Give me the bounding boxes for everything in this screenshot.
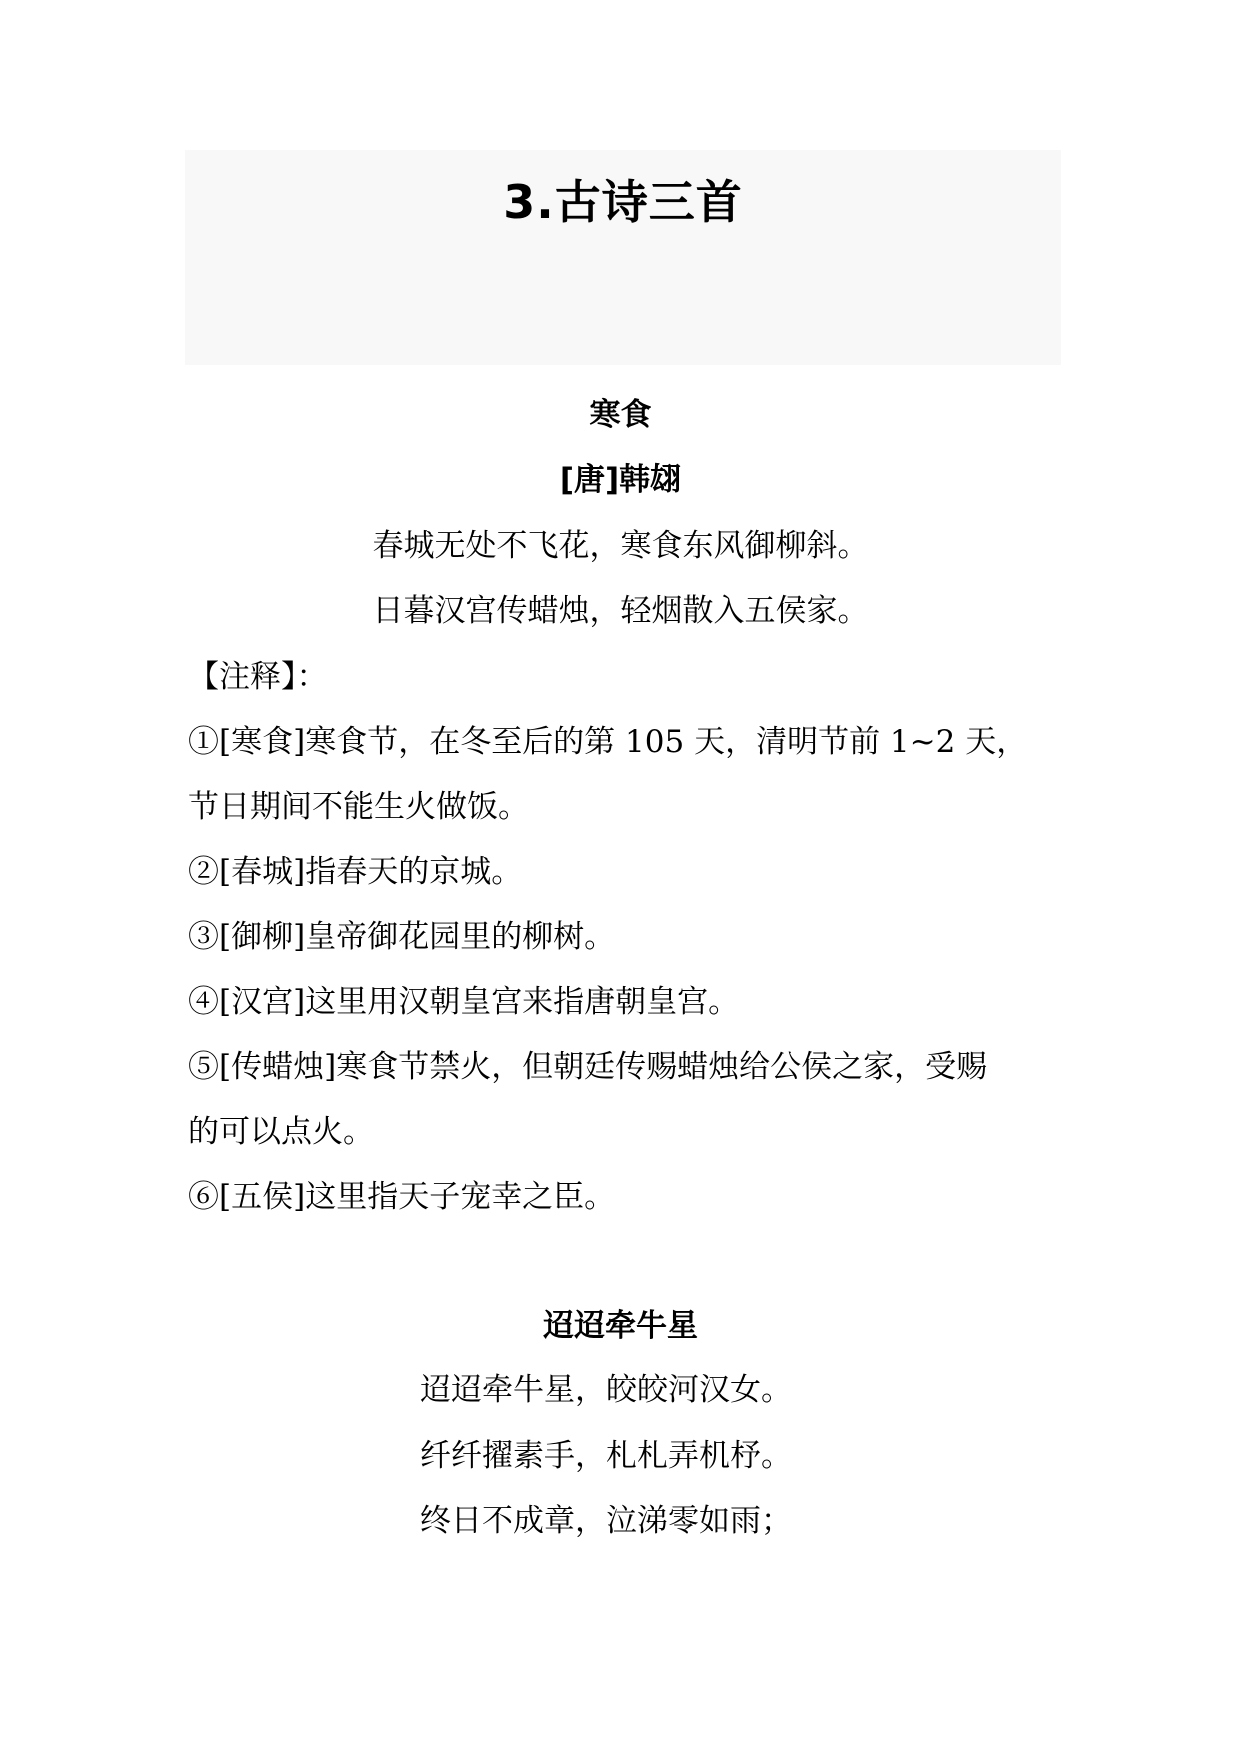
poem1-line-2: 日暮汉宫传蜡烛，轻烟散入五侯家。	[372, 593, 869, 629]
poem2-title: 迢迢牵牛星	[543, 1308, 698, 1344]
note-line-6: ⑤[传蜡烛]寒食节禁火，但朝廷传赐蜡烛给公侯之家，受赐	[188, 1049, 988, 1085]
poem2-line-2: 纤纤擢素手，札札弄机杼。	[420, 1438, 792, 1474]
note-line-1: ①[寒食]寒食节，在冬至后的第 105 天，清明节前 1~2 天，	[188, 724, 1028, 760]
note-line-7: 的可以点火。	[188, 1114, 374, 1150]
poem2-line-1: 迢迢牵牛星，皎皎河汉女。	[420, 1372, 792, 1408]
document-title: 3.古诗三首	[503, 175, 743, 229]
note-line-2: 节日期间不能生火做饭。	[188, 789, 529, 825]
poem1-author: [唐]韩翃	[559, 462, 682, 498]
poem1-title: 寒食	[589, 397, 652, 433]
note-line-8: ⑥[五侯]这里指天子宠幸之臣。	[188, 1179, 616, 1215]
note-line-3: ②[春城]指春天的京城。	[188, 854, 523, 890]
note-line-5: ④[汉宫]这里用汉朝皇宫来指唐朝皇宫。	[188, 984, 740, 1020]
note-line-4: ③[御柳]皇帝御花园里的柳树。	[188, 919, 616, 955]
notes-label: 【注释】：	[188, 659, 328, 695]
poem2-line-3: 终日不成章，泣涕零如雨；	[420, 1503, 792, 1539]
poem1-line-1: 春城无处不飞花，寒食东风御柳斜。	[372, 528, 869, 564]
